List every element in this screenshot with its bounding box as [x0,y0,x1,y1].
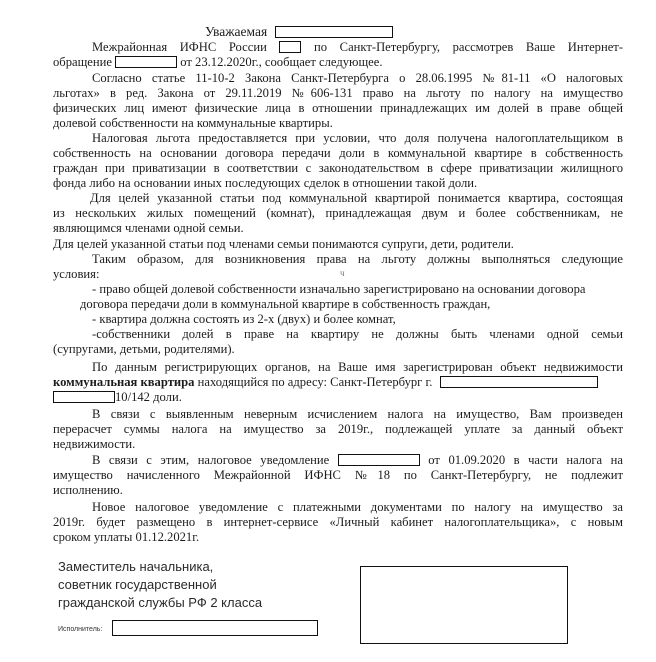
p2-line-2: льготах» в ред. Закона от 29.11.2019 №606-131 право на льготу по налогу на имущество [53,86,623,100]
p1-l2a: обращение [53,55,112,69]
executor-name-redaction [112,620,318,636]
condition-1-line-2: договора передачи доли в коммунальной квартире в собственность граждан, [80,297,491,311]
p8-line-3: недвижимости. [53,437,136,451]
p2-line-1: Согласно статье 11-10-2 Закона Санкт-Петербурга о 28.06.1995 №81-11 «О налоговых [92,71,623,85]
share-fraction: 10/142 доли. [115,390,182,404]
p9-l1b: от 01.09.2020 в части налога на [428,453,623,467]
p3-line-2: собственность на основании договора передачи доли в коммунальной квартире в собственность [53,146,623,160]
p7-line-2 [53,375,623,390]
p1-l1b: по Санкт-Петербургу, рассмотрев Ваше Интернет- [314,40,623,54]
signature-title-line-1: Заместитель начальника, [58,559,214,574]
p10-line-3: сроком уплаты 01.12.2021г. [53,530,200,544]
p8-line-1: В связи с выявленным неверным исчислением налога на имущество, Вам произведен [92,407,623,421]
p6-line-1: Таким образом, для возникновения права на льготу должны выполняться следующие [92,252,623,266]
p1-l2b: от 23.12.2020г., сообщает следующее. [180,55,383,69]
p4-line-1: Для целей указанной статьи под коммунальной квартирой понимается квартира, состоящая [90,191,623,205]
p9-line-1 [92,453,623,468]
p2-line-4: долевой собственности на коммунальные квартиры. [53,116,333,130]
p6-line-2: условия: [53,267,100,281]
p8-line-2: перерасчет суммы налога на имущество за 2019г., подлежащей уплате за данный объект [53,422,623,436]
address-continuation-redaction [53,391,115,403]
p3-line-4: фонда либо на основании иных последующих сделок в отношении такой доли. [53,176,478,190]
p7-line-1: По данным регистрирующих органов, на Ваше имя зарегистрирован объект недвижимости [92,360,623,374]
p9-line-3: исполнению. [53,483,123,497]
p4-line-3: являющимся членами одной семьи. [53,221,244,235]
condition-3-line-1: -собственники долей в праве на квартиру не должны быть членами одной семьи [92,327,623,341]
appeal-number-redaction [115,56,177,68]
p3-line-3: граждан при приватизации в соответствии с законодательством в сфере приватизации жилищного [53,161,623,175]
executor-label: Исполнитель: [58,626,103,633]
p5-line-1: Для целей указанной статьи под членами семьи понимаются супруги, дети, родители. [53,237,514,251]
p10-line-1: Новое налоговое уведомление с платежными документами по налогу на имущество за [92,500,623,514]
p7-l2b: находящийся по адресу: Санкт-Петербург г. [197,375,433,389]
p7-line-3 [53,390,623,405]
recipient-name-redaction [275,26,393,38]
signature-stamp-redaction [360,566,568,644]
p1-l1a: Межрайонная ИФНС России [92,40,267,54]
condition-2-line-1: - квартира должна состоять из 2-х (двух) и более комнат, [92,312,396,326]
condition-1-line-1: - право общей долевой собственности изначально зарегистрировано на основании договора [92,282,586,296]
object-type-bold: коммунальная квартира [53,375,195,389]
office-number-redaction [279,41,301,53]
notice-number-redaction [338,454,420,466]
p3-line-1: Налоговая льгота предоставляется при условии, что доля получена налогоплательщиком в [92,131,623,145]
p10-line-2: 2019г. будет размещено в интернет-сервисе «Личный кабинет налогоплательщика», с новым [53,515,623,529]
p9-line-2: имущество начисленного Межрайонной ИФНС №18 по Санкт-Петербургу, не подлежит [53,468,623,482]
p1-line-1 [92,40,623,55]
address-redaction [440,376,598,388]
greeting-text: Уважаемая [205,24,268,39]
handwritten-mark: ч [340,268,345,278]
condition-3-line-2: (супругами, детьми, родителями). [53,342,235,356]
p2-line-3: физических лиц имеют физические лица в отношении принадлежащих им долей в праве общей [53,101,623,115]
signature-title-line-3: гражданской службы РФ 2 класса [58,595,263,610]
p9-l1a: В связи с этим, налоговое уведомление [92,453,330,467]
greeting-line [205,24,393,40]
p4-line-2: из нескольких жилых помещений (комнат), принадлежащая двум и более собственникам, не [53,206,623,220]
p1-line-2 [53,55,623,70]
signature-title-line-2: советник государственной [58,577,217,592]
